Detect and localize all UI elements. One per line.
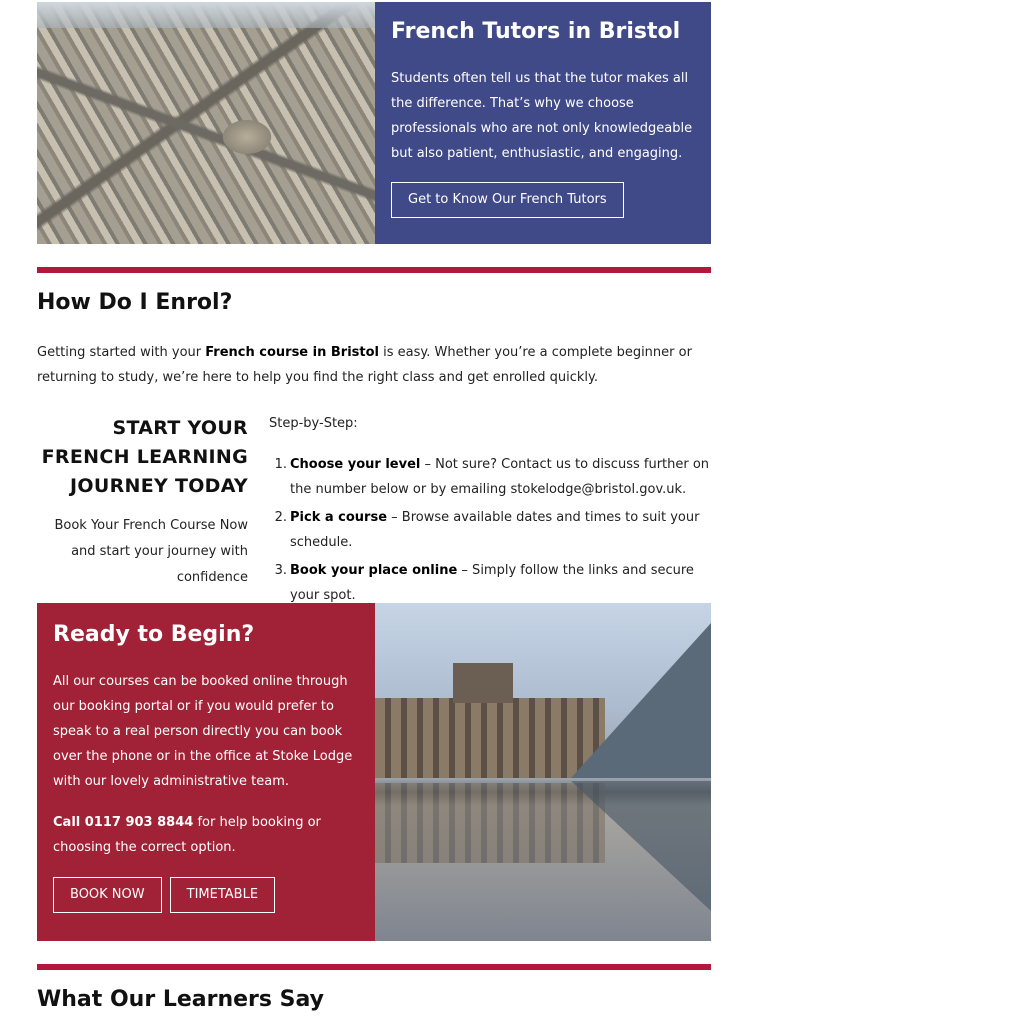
step-text: – Browse available dates and times to suit your schedule. — [290, 510, 700, 550]
pyramid-reflection — [571, 781, 711, 911]
step-number: 3. — [274, 563, 287, 578]
ready-call — [53, 810, 359, 860]
ready-panel — [37, 603, 375, 941]
step-bold: Pick a course — [290, 510, 388, 525]
step-bold: Book your place online — [290, 563, 458, 578]
ready-title: Ready to Begin? — [53, 622, 255, 647]
step-item — [269, 558, 719, 608]
steps-heading: Step-by-Step: — [269, 416, 358, 431]
hero-section — [37, 2, 711, 244]
step-bold: Choose your level — [290, 457, 421, 472]
paris-aerial-image — [37, 2, 375, 244]
enrol-intro — [37, 340, 711, 390]
step-number: 1. — [274, 457, 287, 472]
ready-buttons — [53, 877, 359, 913]
ready-call-text: for help booking or choosing the correct option. — [53, 815, 321, 855]
learners-heading: What Our Learners Say — [37, 987, 324, 1012]
hero-panel — [375, 2, 711, 244]
steps-block — [269, 412, 719, 611]
phone-number: Call 0117 903 8844 — [53, 815, 194, 830]
step-text: – Simply follow the links and secure your spot. — [290, 563, 694, 603]
ready-text: All our courses can be booked online through our booking portal or if you would prefer to speak to a real person directly you can book over the phone or in the office at Stoke Lodge with our lovely administrative team. — [53, 674, 353, 789]
enrol-intro-suffix: is easy. Whether you’re a complete beginner or returning to study, we’re here to help you find the right class and get enrolled quickly. — [37, 345, 692, 385]
step-item — [269, 505, 719, 555]
cta-heading: START YOUR FRENCH LEARNING JOURNEY TODAY — [41, 417, 248, 497]
hero-text: Students often tell us that the tutor makes all the difference. That’s why we choose professionals who are not only knowledgeable but also patient, enthusiastic, and engaging. — [391, 71, 693, 161]
cta-subtext: Book Your French Course Now and start your journey with confidence — [54, 518, 248, 585]
louvre-image — [375, 603, 711, 941]
step-text: – Not sure? Contact us to discuss further on the number below or by emailing stokelodge@bristol.gov.uk. — [290, 457, 710, 497]
know-tutors-button[interactable]: Get to Know Our French Tutors — [391, 182, 624, 218]
book-now-button[interactable]: BOOK NOW — [53, 877, 162, 913]
enrol-intro-prefix: Getting started with your — [37, 345, 206, 360]
steps-list — [269, 452, 719, 608]
pyramid-shape — [571, 623, 711, 778]
ready-section — [37, 603, 711, 941]
section-divider — [37, 267, 711, 273]
cta-block — [37, 414, 248, 591]
hero-title: French Tutors in Bristol — [391, 19, 681, 44]
section-divider — [37, 964, 711, 970]
step-number: 2. — [274, 510, 287, 525]
enrol-intro-bold: French course in Bristol — [205, 345, 380, 360]
enrol-heading: How Do I Enrol? — [37, 290, 233, 315]
timetable-button[interactable]: TIMETABLE — [170, 877, 275, 913]
step-item — [269, 452, 719, 502]
